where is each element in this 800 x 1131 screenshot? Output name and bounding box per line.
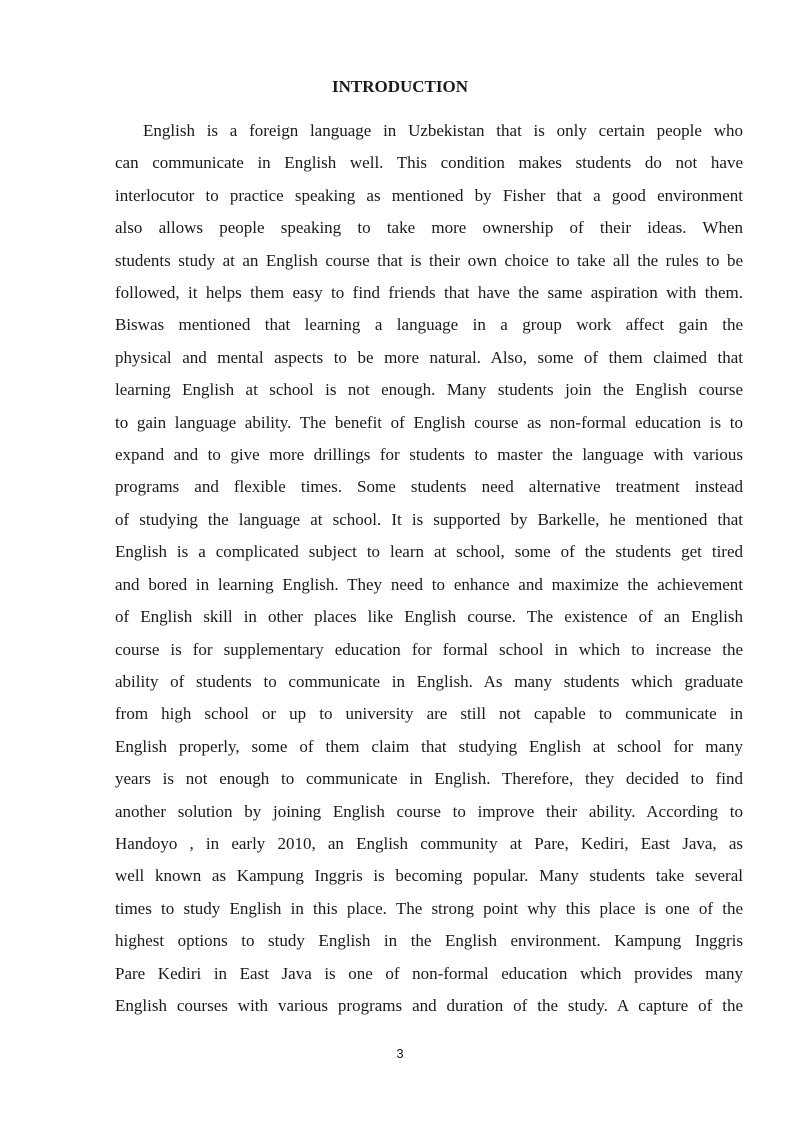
text-line: programs and flexible times. Some students need alternative treatment instead xyxy=(115,477,743,497)
text-line: English courses with various programs and duration of the study. A capture of the xyxy=(115,995,743,1015)
text-line: can communicate in English well. This condition makes students do not have xyxy=(115,153,743,173)
text-line: highest options to study English in the English environment. Kampung Inggris xyxy=(115,931,743,951)
text-line: times to study English in this place. The strong point why this place is one of the xyxy=(115,898,743,918)
text-line: from high school or up to university are still not capable to communicate in xyxy=(115,704,743,724)
text-line: learning English at school is not enough. Many students join the English course xyxy=(115,380,743,400)
text-line: English properly, some of them claim that studying English at school for many xyxy=(115,736,743,756)
text-line: well known as Kampung Inggris is becoming popular. Many students take several xyxy=(115,866,743,886)
text-line: another solution by joining English course to improve their ability. According to xyxy=(115,801,743,821)
text-line: Handoyo , in early 2010, an English community at Pare, Kediri, East Java, as xyxy=(115,833,743,853)
text-line: and bored in learning English. They need to enhance and maximize the achievement xyxy=(115,574,743,594)
text-line: expand and to give more drillings for students to master the language with various xyxy=(115,445,743,465)
text-line: English is a foreign language in Uzbekistan that is only certain people who xyxy=(143,121,743,140)
text-line: students study at an English course that is their own choice to take all the rules to be xyxy=(115,250,743,270)
text-line: of English skill in other places like English course. The existence of an English xyxy=(115,607,743,627)
text-line: interlocutor to practice speaking as mentioned by Fisher that a good environment xyxy=(115,185,743,205)
text-line: years is not enough to communicate in English. Therefore, they decided to find xyxy=(115,769,743,789)
text-line: also allows people speaking to take more ownership of their ideas. When xyxy=(115,218,743,238)
text-line: Pare Kediri in East Java is one of non-formal education which provides many xyxy=(115,963,743,983)
page-number: 3 xyxy=(396,1046,404,1061)
text-line: followed, it helps them easy to find friends that have the same aspiration with them. xyxy=(115,283,743,303)
text-line: of studying the language at school. It is supported by Barkelle, he mentioned that xyxy=(115,509,743,529)
text-line: ability of students to communicate in English. As many students which graduate xyxy=(115,671,743,691)
text-line: course is for supplementary education for formal school in which to increase the xyxy=(115,639,743,659)
text-line: physical and mental aspects to be more natural. Also, some of them claimed that xyxy=(115,347,743,367)
body-paragraph xyxy=(115,115,743,1022)
text-line: English is a complicated subject to learn at school, some of the students get tired xyxy=(115,542,743,562)
text-line: Biswas mentioned that learning a language in a group work affect gain the xyxy=(115,315,743,335)
page-title: INTRODUCTION xyxy=(331,77,469,96)
text-line: to gain language ability. The benefit of English course as non-formal education is to xyxy=(115,412,743,432)
